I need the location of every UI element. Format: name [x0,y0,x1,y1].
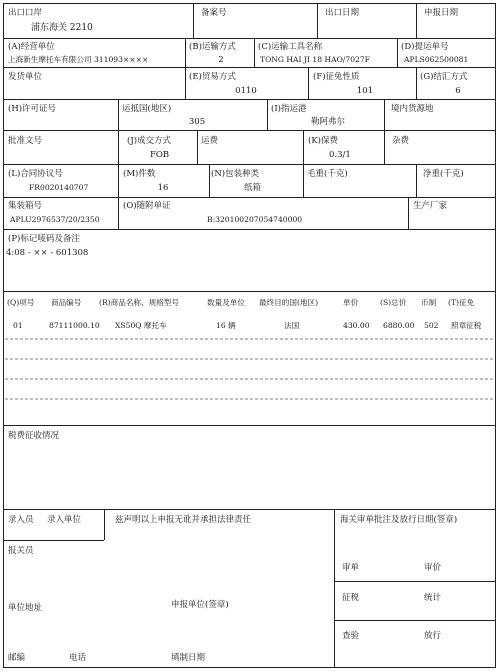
goods-header-currency: 币制 [421,298,437,307]
form-grid-lines [3,3,496,668]
dest-port-label: (I)指运港 [271,104,307,114]
gross-weight-label: 毛重(千克) [307,169,348,179]
docs-value: B:320100207054740000 [207,215,303,224]
vehicle-label: (C)运输工具名称 [258,42,323,52]
contract-label: (L)合同协议号 [8,169,63,179]
operator-value: 上海新生摩托车有限公司 311093×××× [8,55,149,64]
packing-label: (N)包装种类 [211,169,260,179]
marks-label: (P)标记唛码及备注 [8,234,80,244]
entry-unit-label: 录入单位 [47,515,82,525]
review-label: 审单 [342,563,360,573]
dest-country-value: 305 [188,117,206,127]
trade-mode-value: 0110 [235,86,257,96]
pieces-value: 16 [157,183,169,193]
postcode-label: 邮编 [8,653,26,663]
goods-cell-name: XS50Q 摩托车 [115,321,167,330]
declarant-label: 报关员 [8,546,34,556]
net-weight-label: 净重(千克) [423,169,464,179]
tax-nature-label: (F)征免性质 [313,72,360,82]
goods-header-dest: 最终目的国(地区) [259,298,319,307]
unit-address-label: 单位地址 [8,603,43,613]
operator-label: (A)经营单位 [8,42,55,52]
container-value: APLU2976537/20/2350 [10,215,100,224]
domestic-source-label: 境内货源地 [391,104,434,114]
goods-header-unit-price: 单价 [343,298,359,307]
vehicle-value: TONG HAI JI 18 HAO/7027F [260,55,370,64]
transport-mode-label: (B)运输方式 [189,42,236,52]
manufacturer-label: 生产厂家 [413,201,448,211]
record-no-label: 备案号 [201,8,227,18]
goods-cell-code: 87111000.10 [49,321,100,330]
container-label: 集装箱号 [8,201,43,211]
goods-cell-dest: 法国 [284,321,300,330]
levy-label: 征税 [342,593,360,603]
declare-unit-label: 申报单位(签章) [171,600,229,610]
marks-value: 4:08 - ×× - 601308 [6,248,89,258]
inspection-label: 查验 [342,631,360,641]
goods-dashed-lines [5,339,494,399]
freight-label: 运费 [201,136,219,146]
goods-header-item: (Q)项号 [7,298,35,307]
pricing-label: 审价 [424,563,442,573]
tax-status-label: 税费征收情况 [8,431,60,441]
customs-note-label: 海关审单批注及放行日期(签章) [340,515,458,525]
statistics-label: 统计 [424,593,442,603]
settlement-value: 6 [455,86,461,96]
goods-cell-unit-price: 430.00 [343,321,370,330]
export-port-label: 出口口岸 [8,8,43,18]
shipper-label: 发货单位 [8,72,43,82]
release-label: 放行 [424,631,442,641]
packing-value: 纸箱 [244,183,262,193]
goods-cell-total: 6880.00 [383,321,415,330]
docs-label: (O)随附单证 [123,201,171,211]
goods-header-total: (S)总价 [380,298,407,307]
bl-value: APLS062500081 [404,55,469,64]
dest-port-value: 勒阿弗尔 [311,117,346,127]
goods-cell-currency: 502 [424,321,439,330]
dest-country-label: 运抵国(地区) [122,104,172,114]
customs-declaration-form [3,3,496,668]
deal-mode-value: FOB [150,150,170,160]
goods-cell-qty: 16 辆 [216,321,236,330]
pieces-label: (M)件数 [123,169,156,179]
phone-label: 电话 [69,653,87,663]
deal-mode-label: (J)成交方式 [127,136,172,146]
goods-cell-tax: 照章征税 [451,321,482,330]
contract-value: FR0020140707 [29,183,89,192]
goods-header-qty: 数量及单位 [207,298,245,307]
export-port-value: 浦东海关 2210 [31,23,93,33]
goods-header-name: (R)商品名称、规格型号 [99,298,179,307]
settlement-label: (G)结汇方式 [420,72,468,82]
declaration-statement: 兹声明以上申报无讹并承担法律责任 [115,515,252,525]
declare-date-label: 申报日期 [424,8,459,18]
goods-cell-item: 01 [13,321,23,330]
approval-label: 批准文号 [8,136,43,146]
transport-mode-value: 2 [218,55,224,65]
tax-nature-value: 101 [356,86,374,96]
entry-clerk-label: 录入员 [8,515,34,525]
trade-mode-label: (E)贸易方式 [189,72,236,82]
insurance-value: 0.3/1 [329,150,351,160]
export-date-label: 出口日期 [325,8,360,18]
insurance-label: (K)保费 [308,136,338,146]
goods-header-code: 商品编号 [51,298,82,307]
misc-label: 杂费 [392,136,410,146]
fill-date-label: 填制日期 [171,653,206,663]
goods-header-tax: (T)征免 [448,298,475,307]
bl-label: (D)提运单号 [401,42,449,52]
license-label: (H)许可证号 [8,104,57,114]
